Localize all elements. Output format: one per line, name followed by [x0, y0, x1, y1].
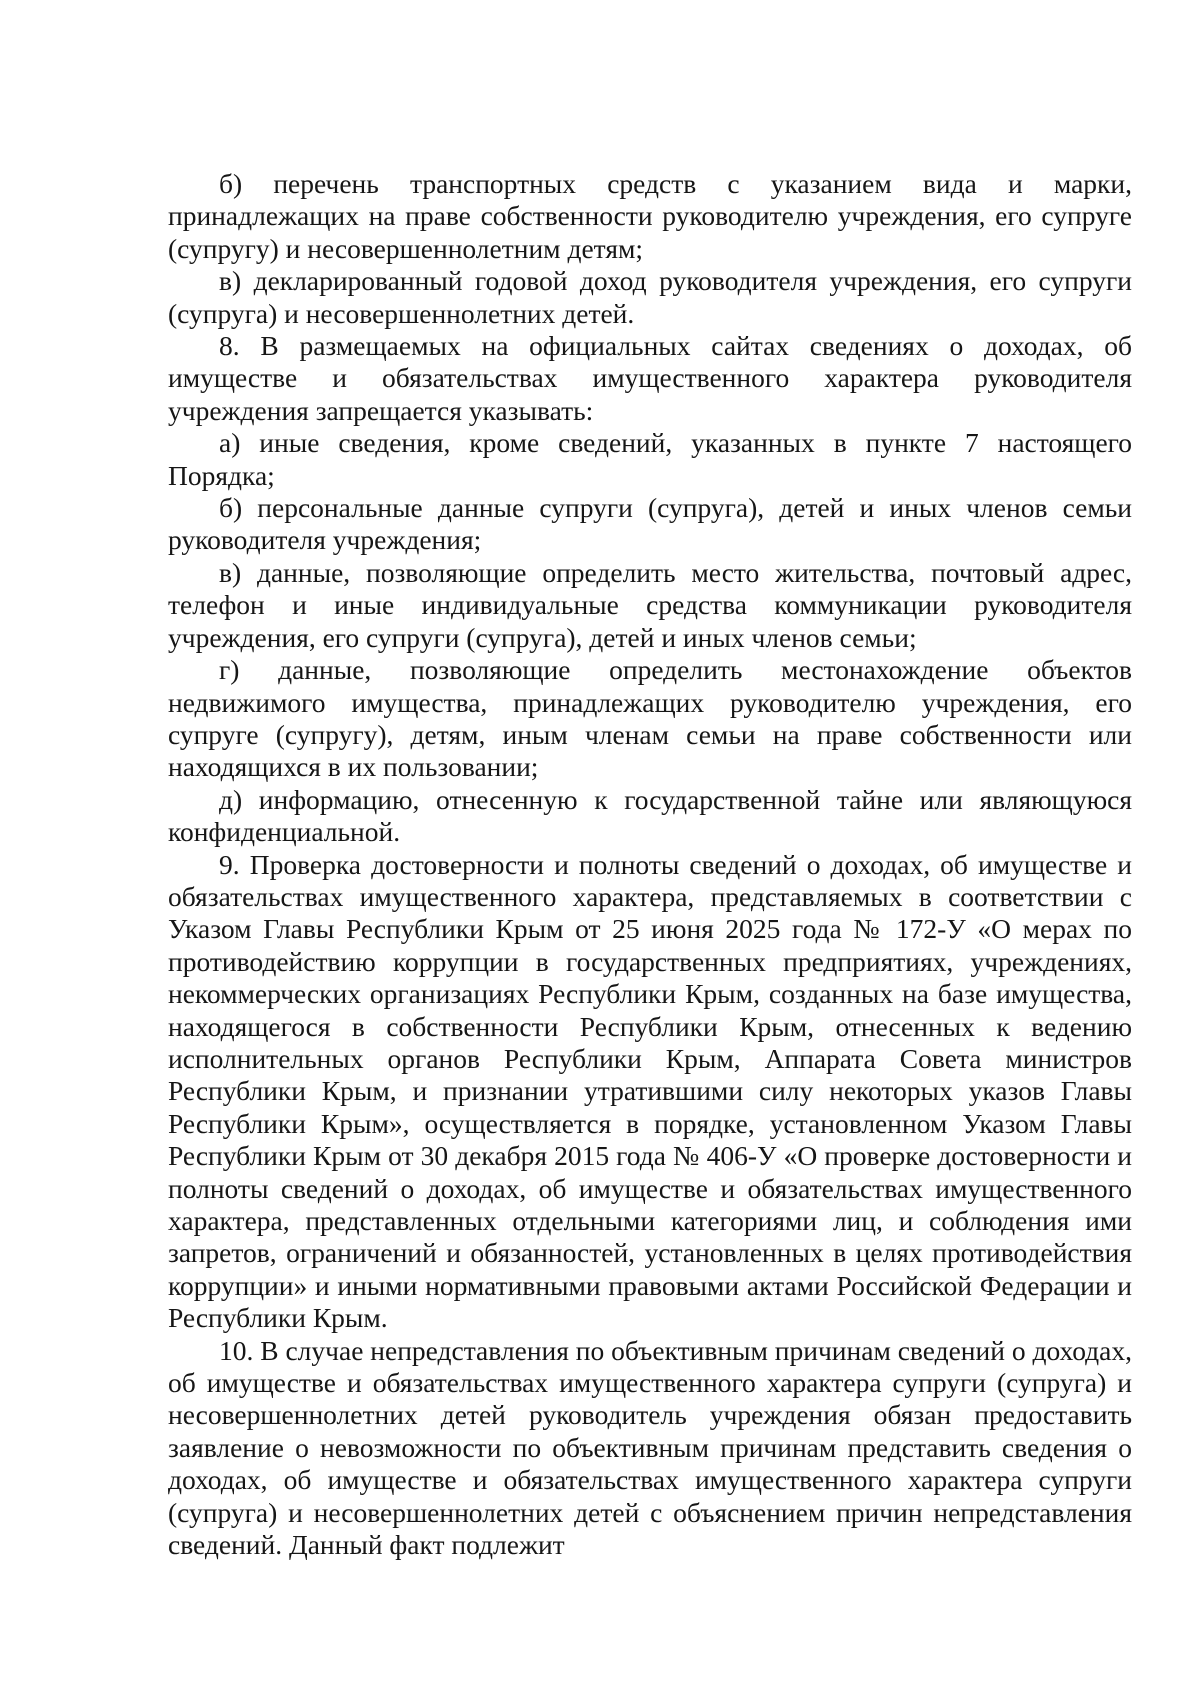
paragraph-8: 8. В размещаемых на официальных сайтах сведениях о доходах, об имуществе и обязательствах имущественного характера руководителя учреждения запрещается указывать:	[168, 330, 1132, 426]
paragraph-8-b: б) персональные данные супруги (супруга), детей и иных членов семьи руководителя учреждения;	[168, 492, 1132, 556]
paragraph-10: 10. В случае непредставления по объективным причинам сведений о доходах, об имуществе и обязательствах имущественного характера супруги (супруга) и несовершеннолетних детей руководитель учреждения обязан предоставить заявление о невозможности по объективным причинам представить сведения о доходах, об имуществе и обязательствах имущественного характера супруги (супруга) и несовершеннолетних детей с объяснением причин непредставления сведений. Данный факт подлежит	[168, 1334, 1132, 1561]
paragraph-b-vehicles: б) перечень транспортных средств с указанием вида и марки, принадлежащих на праве собственности руководителю учреждения, его супруге (супругу) и несовершеннолетним детям;	[168, 168, 1132, 264]
paragraph-9: 9. Проверка достоверности и полноты сведений о доходах, об имуществе и обязательствах имущественного характера, представляемых в соответствии с Указом Главы Республики Крым от 25 июня 2025 года № 172-У «О мерах по противодействию коррупции в государственных предприятиях, учреждениях, некоммерческих организациях Республики Крым, созданных на базе имущества, находящегося в собственности Республики Крым, отнесенных к ведению исполнительных органов Республики Крым, Аппарата Совета министров Республики Крым, и признании утратившими силу некоторых указов Главы Республики Крым», осуществляется в порядке, установленном Указом Главы Республики Крым от 30 декабря 2015 года № 406-У «О проверке достоверности и полноты сведений о доходах, об имуществе и обязательствах имущественного характера, представленных отдельными категориями лиц, и соблюдения ими запретов, ограничений и обязанностей, установленных в целях противодействия коррупции» и иными нормативными правовыми актами Российской Федерации и Республики Крым.	[168, 848, 1132, 1334]
paragraph-8-a: а) иные сведения, кроме сведений, указанных в пункте 7 настоящего Порядка;	[168, 427, 1132, 491]
paragraph-8-v: в) данные, позволяющие определить место жительства, почтовый адрес, телефон и иные индивидуальные средства коммуникации руководителя учреждения, его супруги (супруга), детей и иных членов семьи;	[168, 556, 1132, 653]
paragraph-8-g: г) данные, позволяющие определить местонахождение объектов недвижимого имущества, принадлежащих руководителю учреждения, его супруге (супругу), детям, иным членам семьи на праве собственности или находящихся в их пользовании;	[168, 654, 1132, 783]
document-body	[168, 168, 1132, 1561]
paragraph-v-income: в) декларированный годовой доход руководителя учреждения, его супруги (супруга) и несовершеннолетних детей.	[168, 265, 1132, 329]
paragraph-8-d: д) информацию, отнесенную к государственной тайне или являющуюся конфиденциальной.	[168, 783, 1132, 848]
